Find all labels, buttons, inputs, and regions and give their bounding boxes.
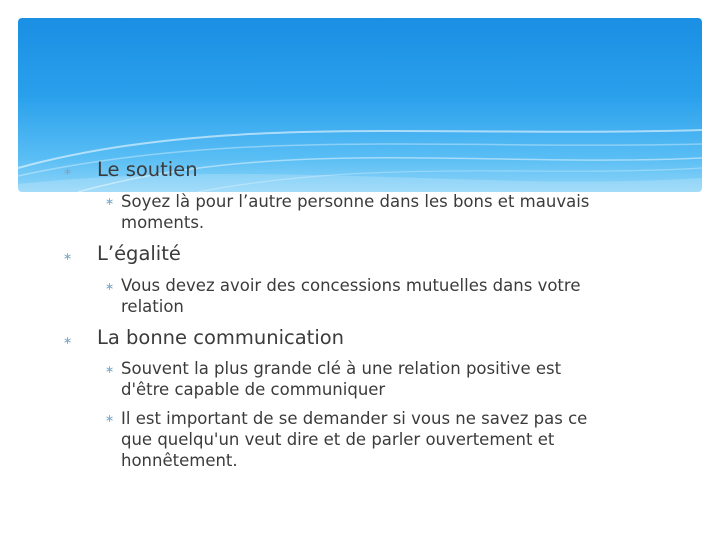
bullet-star-icon: ∗ — [63, 250, 73, 263]
sub-bullet-line: honnêtement. — [121, 451, 238, 470]
bullet-star-icon: ∗ — [63, 165, 73, 178]
sub-bullet-star-icon: ∗ — [105, 412, 115, 425]
bullet-legalite: L’égalité — [97, 242, 181, 265]
sub-bullet-line: Souvent la plus grande clé à une relation positive est — [121, 359, 562, 378]
sub-bullet-line: moments. — [121, 213, 205, 232]
sub-bullet-line: que quelqu'un veut dire et de parler ouvertement et — [121, 430, 555, 449]
sub-bullet-line: d'être capable de communiquer — [121, 380, 386, 399]
sub-bullet-line: Vous devez avoir des concessions mutuelles dans votre — [121, 276, 581, 295]
sub-bullet-star-icon: ∗ — [105, 280, 115, 293]
bullet-star-icon: ∗ — [63, 334, 73, 347]
sub-bullet-star-icon: ∗ — [105, 195, 115, 208]
sub-bullet-star-icon: ∗ — [105, 363, 115, 376]
bullet-la-bonne-communication: La bonne communication — [97, 326, 345, 349]
sub-bullet-line: Il est important de se demander si vous ne savez pas ce — [121, 409, 588, 428]
sub-bullet-line: Soyez là pour l’autre personne dans les bons et mauvais — [121, 192, 590, 211]
sub-bullet-line: relation — [121, 297, 184, 316]
bullet-le-soutien: Le soutien — [97, 158, 198, 181]
